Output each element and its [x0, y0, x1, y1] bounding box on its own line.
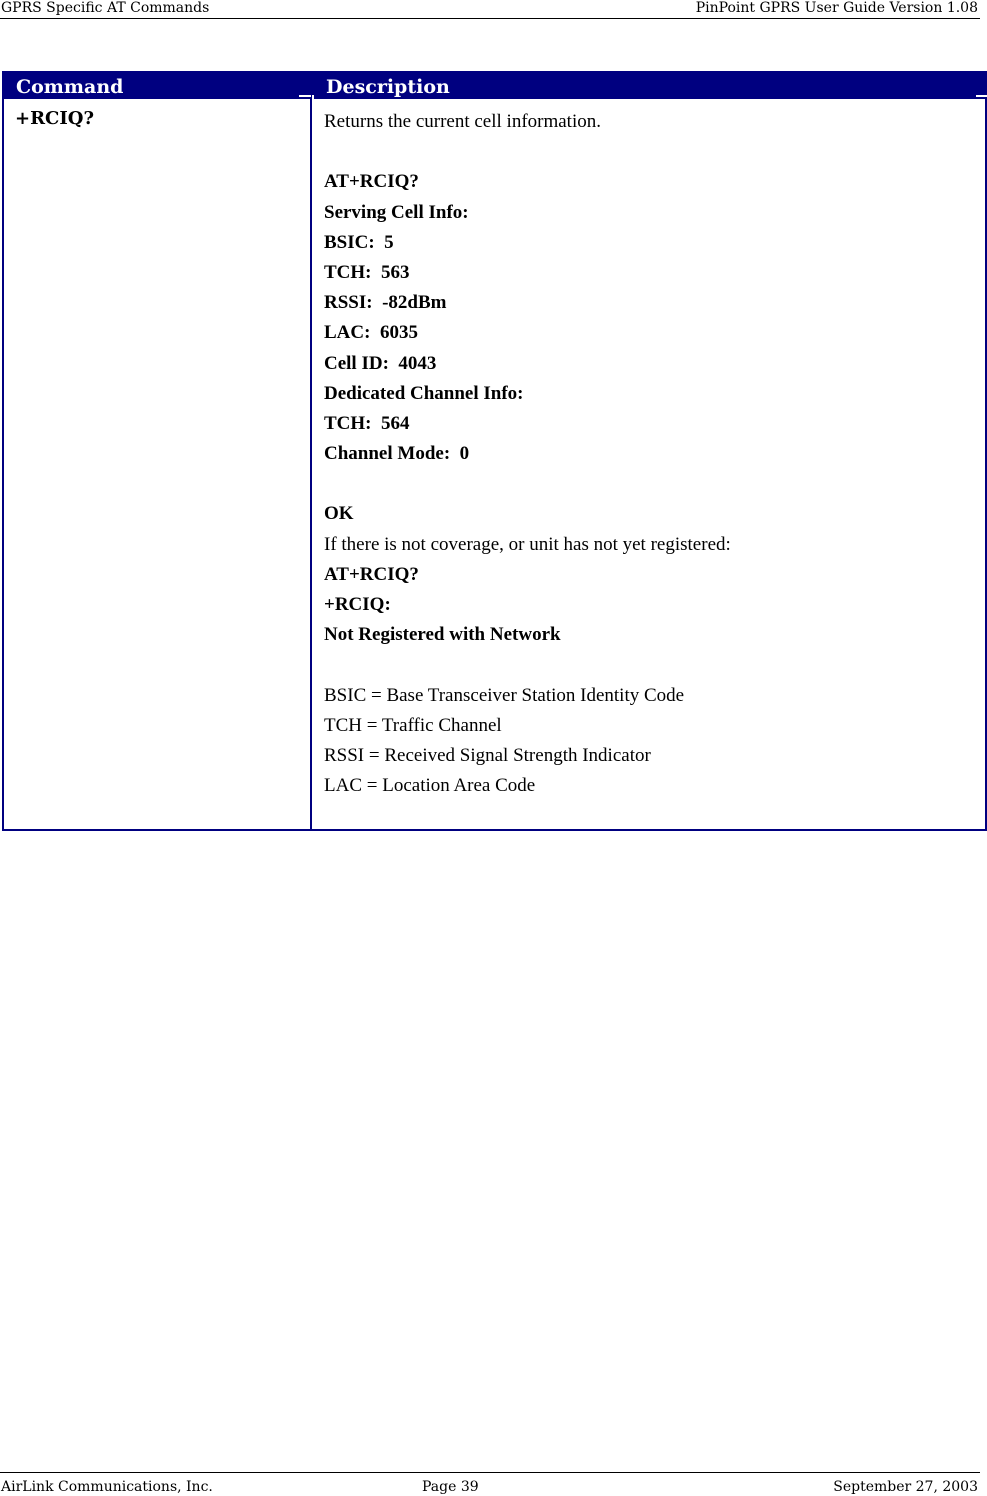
description-line: LAC: 6035: [324, 322, 418, 344]
header-notch: [312, 95, 314, 99]
description-line: Returns the current cell information.: [324, 111, 601, 132]
description-line: Cell ID: 4043: [324, 352, 437, 374]
command-description: [324, 107, 974, 801]
description-line: [324, 650, 974, 680]
description-line: BSIC: 5: [324, 231, 394, 253]
description-line: TCH: 564: [324, 412, 410, 434]
header-notch: [299, 95, 311, 97]
running-footer: [0, 1472, 980, 1496]
column-header-command: Command: [16, 76, 124, 98]
description-line: AT+RCIQ?: [324, 171, 419, 193]
command-table: [2, 71, 987, 831]
description-line: [324, 137, 974, 167]
footer-company: AirLink Communications, Inc.: [1, 1479, 213, 1495]
column-header-description: Description: [326, 76, 450, 98]
description-line: TCH = Traffic Channel: [324, 714, 502, 736]
table-header-row: [4, 73, 985, 99]
description-line: RSSI: -82dBm: [324, 292, 447, 314]
description-line: AT+RCIQ?: [324, 563, 419, 585]
description-line: RSSI = Received Signal Strength Indicator: [324, 744, 651, 766]
description-line: OK: [324, 503, 354, 525]
description-line: +RCIQ:: [324, 594, 391, 615]
header-notch: [976, 95, 987, 97]
description-line: Channel Mode: 0: [324, 443, 470, 465]
description-line: Serving Cell Info:: [324, 201, 469, 223]
header-document-title: PinPoint GPRS User Guide Version 1.08: [695, 0, 978, 16]
running-header: [0, 0, 980, 19]
command-name: +RCIQ?: [15, 108, 95, 129]
description-line: TCH: 563: [324, 261, 410, 283]
description-line: [324, 469, 974, 499]
description-line: LAC = Location Area Code: [324, 775, 536, 797]
header-section-title: GPRS Specific AT Commands: [1, 0, 210, 16]
footer-date: September 27, 2003: [833, 1479, 978, 1495]
footer-page-number: Page 39: [422, 1479, 479, 1495]
description-line: Dedicated Channel Info:: [324, 382, 524, 404]
description-line: Not Registered with Network: [324, 624, 561, 646]
column-divider: [310, 99, 312, 831]
description-line: If there is not coverage, or unit has not yet registered:: [324, 533, 731, 555]
description-line: BSIC = Base Transceiver Station Identity Code: [324, 684, 685, 706]
